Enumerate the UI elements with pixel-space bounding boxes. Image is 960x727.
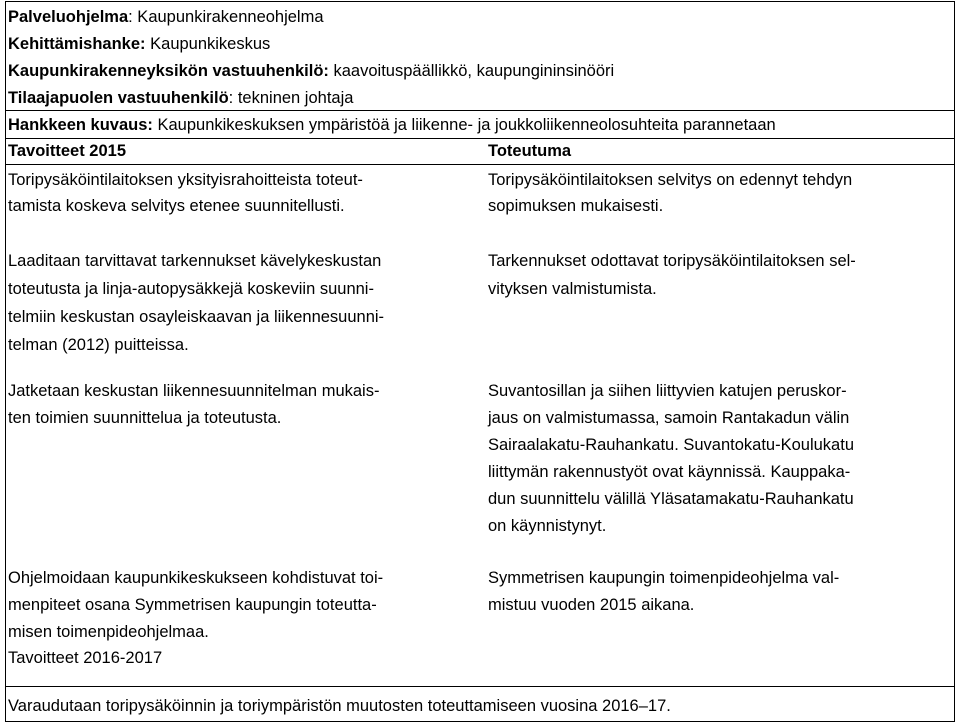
goal-cell [8,247,384,359]
outcome-cell [488,247,856,303]
hankkeen-kuvaus-value: Kaupunkikeskuksen ympäristöä ja liikenne- ja joukkoliikenneolosuhteita parannetaan [152,116,776,134]
goal-line: toteutusta ja linja-autopysäkkejä koskeviin suunni- [8,280,374,298]
outcome-cell [488,378,854,540]
kehittamishanke-label: Kehittämishanke: [8,35,146,53]
kehittamishanke-row [8,31,270,58]
tilaajapuoli-value: : tekninen johtaja [228,89,354,107]
goal-line: menpiteet osana Symmetrisen kaupungin toteutta- [8,596,377,614]
outcome-line: jaus on valmistumassa, samoin Rantakadun välin [488,409,850,427]
outcome-line: Suvantosillan ja siihen liittyvien katujen peruskor- [488,382,847,400]
tilaajapuoli-row [8,85,353,112]
goal-line: Jatketaan keskustan liikennesuunnitelman mukais- [8,382,380,400]
outcome-line: Sairaalakatu-Rauhankatu. Suvantokatu-Koulukatu [488,436,854,454]
goal-cell [8,167,363,219]
palveluohjelma-row [8,4,324,31]
outcome-cell [488,167,852,219]
outcome-line: Symmetrisen kaupungin toimenpideohjelma val- [488,569,840,587]
column-header-tavoitteet: Tavoitteet 2015 [8,142,126,160]
footer-heading: Tavoitteet 2016-2017 [8,649,163,667]
footer-text: Varaudutaan toripysäköinnin ja toriympäristön muutosten toteuttamiseen vuosina 2016–17. [8,697,671,715]
goal-cell [8,565,383,646]
goal-line: Ohjelmoidaan kaupunkikeskukseen kohdistuvat toi- [8,569,384,587]
hankkeen-kuvaus-label: Hankkeen kuvaus: [8,116,153,134]
table-border-right [954,1,955,722]
table-divider [5,164,955,165]
goal-line: tamista koskeva selvitys etenee suunnitellusti. [8,197,345,215]
outcome-line: Toripysäköintilaitoksen selvitys on edennyt tehdyn [488,171,853,189]
vastuuhenkilo-row [8,58,614,85]
hankkeen-kuvaus-row [8,112,776,139]
outcome-line: liittymän rakennustyöt ovat käynnissä. Kauppaka- [488,463,851,481]
goal-cell [8,378,379,432]
goal-line: Toripysäköintilaitoksen yksityisrahoitteista toteut- [8,171,363,189]
goal-line: Laaditaan tarvittavat tarkennukset kävelykeskustan [8,252,382,270]
table-border-bottom [5,721,955,722]
goal-line: misen toimenpideohjelmaa. [8,623,209,641]
kehittamishanke-value: Kaupunkikeskus [145,35,271,53]
outcome-line: sopimuksen mukaisesti. [488,197,664,215]
vastuuhenkilo-label: Kaupunkirakenneyksikön vastuuhenkilö: [8,62,329,80]
document-table [5,1,955,723]
table-border-left [5,1,6,722]
goal-line: telmiin keskustan osayleiskaavan ja liikennesuunni- [8,308,385,326]
outcome-line: on käynnistynyt. [488,517,607,535]
palveluohjelma-value: : Kaupunkirakenneohjelma [128,8,324,26]
goal-line: ten toimien suunnittelua ja toteutusta. [8,409,282,427]
outcome-line: vityksen valmistumista. [488,280,657,298]
table-border-top [5,1,955,2]
outcome-line: mistuu vuoden 2015 aikana. [488,596,695,614]
table-divider [5,686,955,687]
vastuuhenkilo-value: kaavoituspäällikkö, kaupungininsinööri [328,62,615,80]
outcome-cell [488,565,839,619]
outcome-line: Tarkennukset odottavat toripysäköintilaitoksen sel- [488,252,856,270]
column-header-toteutuma: Toteutuma [488,142,572,160]
palveluohjelma-label: Palveluohjelma [8,8,129,26]
outcome-line: dun suunnittelu välillä Yläsatamakatu-Rauhankatu [488,490,854,508]
goal-line: telman (2012) puitteissa. [8,336,189,354]
tilaajapuoli-label: Tilaajapuolen vastuuhenkilö [8,89,229,107]
